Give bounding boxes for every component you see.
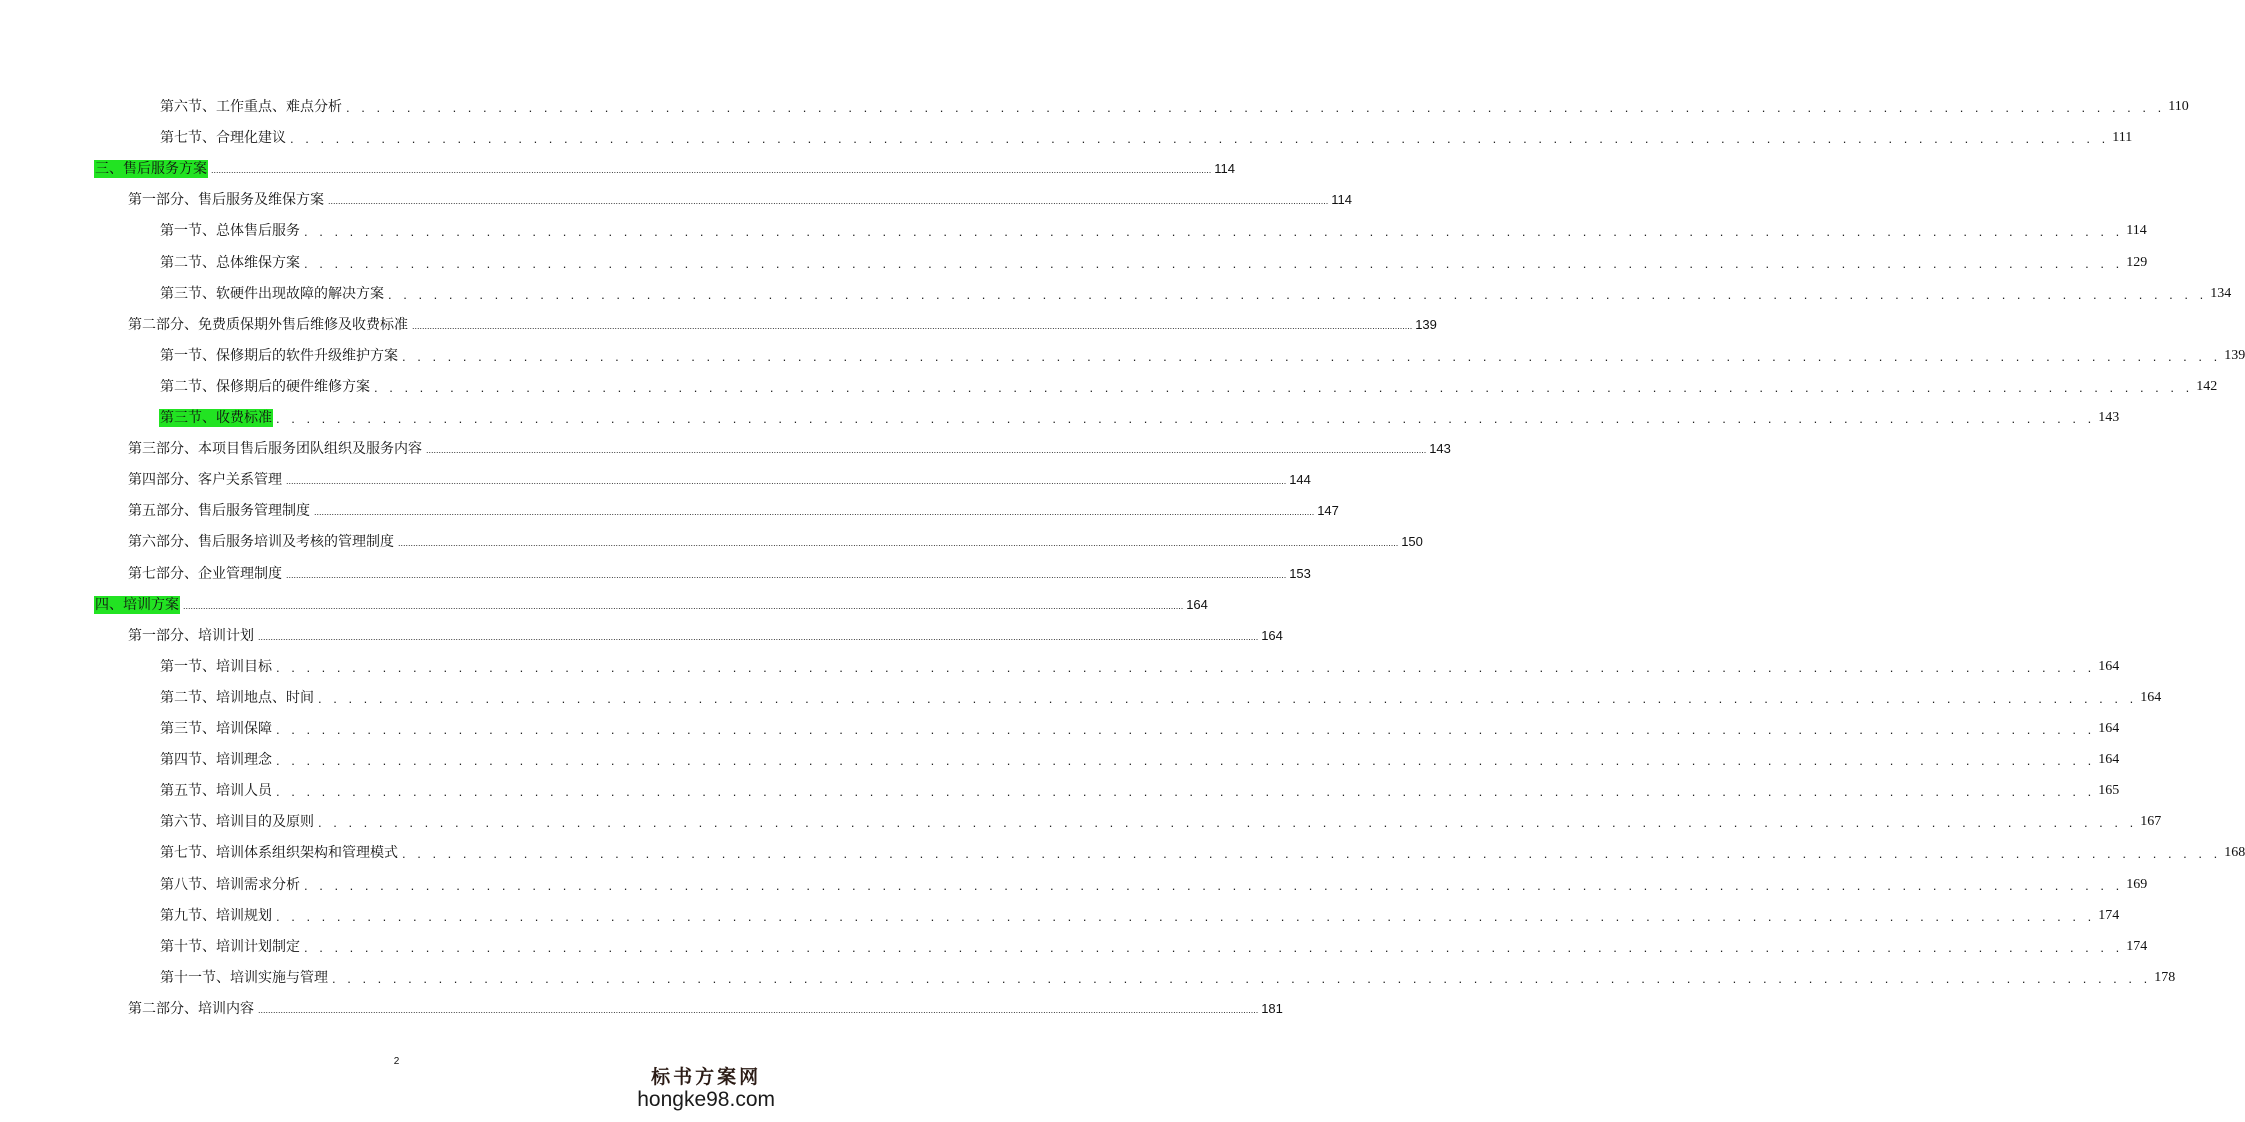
toc-entry-page: 134 (2210, 285, 2232, 301)
toc-dot-leader: . . . . . . . . . . . . . . . . . . . . . . . . . . . . . . . . . . . . . . . . . . . . . . . . . . . . . . . . . . . . . . . . . . . . . . . . . . . . . . . . . . . . . . . . . . . . . . . . . . . . . . . . . . . . . . . . . . . . . . . . (388, 286, 2208, 302)
toc-entry-title: 第一节、总体售后服务 (160, 223, 300, 240)
toc-entry-page: 111 (2112, 130, 2133, 146)
toc-entry[interactable] (159, 403, 2120, 427)
toc-entry-title: 第一节、保修期后的软件升级维护方案 (160, 347, 398, 364)
toc-entry[interactable] (159, 714, 2120, 738)
toc-entry-title: 第七部分、企业管理制度 (128, 565, 282, 582)
toc-entry-page: 114 (2126, 223, 2147, 239)
toc-entry-title: 第五节、培训人员 (160, 783, 272, 800)
toc-entry[interactable] (159, 92, 2189, 116)
toc-entry-page: 129 (2126, 254, 2148, 270)
toc-entry[interactable] (159, 932, 2148, 956)
toc-entry-page: 142 (2196, 378, 2218, 394)
toc-dot-leader: ................................................................................................................................................................................................................................................................................................................................................................................................................ (314, 507, 1315, 518)
toc-entry-title: 第一部分、培训计划 (128, 627, 254, 644)
toc-dot-leader: ................................................................................................................................................................................................................................................................................................................................................................................................................ (328, 196, 1329, 207)
toc-entry-title: 第十一节、培训实施与管理 (160, 969, 328, 986)
toc-entry-title: 第三节、培训保障 (160, 721, 272, 737)
toc-entry-title: 三、售后服务方案 (95, 161, 207, 178)
toc-entry[interactable] (127, 185, 1352, 209)
toc-dot-leader: . . . . . . . . . . . . . . . . . . . . . . . . . . . . . . . . . . . . . . . . . . . . . . . . . . . . . . . . . . . . . . . . . . . . . . . . . . . . . . . . . . . . . . . . . . . . . . . . . . . . . . . . . . . . . . . . . . . . . . . . (332, 970, 2152, 986)
toc-entry[interactable] (159, 838, 2245, 862)
toc-entry-title: 第二节、培训地点、时间 (160, 689, 314, 706)
toc-entry-title: 第一部分、售后服务及维保方案 (128, 192, 324, 209)
toc-dot-leader: ................................................................................................................................................................................................................................................................................................................................................................................................................ (426, 445, 1427, 456)
toc-entry-title: 第六节、培训目的及原则 (160, 814, 314, 831)
toc-entry[interactable] (159, 248, 2148, 272)
toc-entry[interactable] (94, 154, 1235, 178)
toc-entry-title: 四、培训方案 (95, 596, 179, 613)
toc-entry[interactable] (159, 683, 2162, 707)
toc-entry[interactable] (159, 807, 2162, 831)
toc-entry[interactable] (127, 559, 1311, 583)
toc-dot-leader: . . . . . . . . . . . . . . . . . . . . . . . . . . . . . . . . . . . . . . . . . . . . . . . . . . . . . . . . . . . . . . . . . . . . . . . . . . . . . . . . . . . . . . . . . . . . . . . . . . . . . . . . . . . . . . . . . . . . . . . . (304, 224, 2124, 240)
toc-dot-leader: . . . . . . . . . . . . . . . . . . . . . . . . . . . . . . . . . . . . . . . . . . . . . . . . . . . . . . . . . . . . . . . . . . . . . . . . . . . . . . . . . . . . . . . . . . . . . . . . . . . . . . . . . . . . . . . . . . . . . . . . (276, 784, 2096, 800)
toc-entry-page: 178 (2154, 969, 2176, 985)
toc-entry-page: 144 (1289, 472, 1311, 488)
toc-entry[interactable] (159, 216, 2147, 240)
toc-dot-leader: ................................................................................................................................................................................................................................................................................................................................................................................................................ (258, 631, 1259, 642)
toc-entry[interactable] (159, 745, 2120, 769)
toc-entry-page: 139 (1415, 316, 1437, 332)
toc-dot-leader: . . . . . . . . . . . . . . . . . . . . . . . . . . . . . . . . . . . . . . . . . . . . . . . . . . . . . . . . . . . . . . . . . . . . . . . . . . . . . . . . . . . . . . . . . . . . . . . . . . . . . . . . . . . . . . . . . . . . . . . . (318, 815, 2138, 831)
toc-dot-leader: . . . . . . . . . . . . . . . . . . . . . . . . . . . . . . . . . . . . . . . . . . . . . . . . . . . . . . . . . . . . . . . . . . . . . . . . . . . . . . . . . . . . . . . . . . . . . . . . . . . . . . . . . . . . . . . . . . . . . . . . (304, 877, 2124, 893)
watermark-url: hongke98.com (637, 1088, 775, 1111)
toc-entry-title: 第六节、工作重点、难点分析 (160, 99, 342, 115)
watermark-name: 标书方案网 (651, 1066, 762, 1088)
toc-entry-page: 164 (1261, 627, 1283, 643)
toc-entry-title: 第一节、培训目标 (160, 658, 272, 675)
page-number: 2 (393, 1056, 400, 1067)
toc-entry-page: 164 (2098, 658, 2120, 674)
toc-entry-title: 第五部分、售后服务管理制度 (128, 503, 310, 520)
toc-dot-leader: . . . . . . . . . . . . . . . . . . . . . . . . . . . . . . . . . . . . . . . . . . . . . . . . . . . . . . . . . . . . . . . . . . . . . . . . . . . . . . . . . . . . . . . . . . . . . . . . . . . . . . . . . . . . . . . . . . . . . . . . (276, 753, 2096, 769)
toc-entry[interactable] (127, 434, 1451, 458)
toc-dot-leader: . . . . . . . . . . . . . . . . . . . . . . . . . . . . . . . . . . . . . . . . . . . . . . . . . . . . . . . . . . . . . . . . . . . . . . . . . . . . . . . . . . . . . . . . . . . . . . . . . . . . . . . . . . . . . . . . . . . . . . . . (276, 722, 2096, 737)
toc-entry-title: 第二节、总体维保方案 (160, 254, 300, 271)
toc-entry[interactable] (159, 963, 2176, 987)
toc-entry-title: 第四节、培训理念 (160, 752, 272, 769)
toc-entry[interactable] (127, 621, 1283, 645)
toc-entry[interactable] (94, 590, 1208, 614)
toc-dot-leader: ................................................................................................................................................................................................................................................................................................................................................................................................................ (286, 569, 1287, 580)
toc-entry[interactable] (159, 776, 2120, 800)
toc-entry[interactable] (127, 994, 1283, 1018)
toc-dot-leader: ................................................................................................................................................................................................................................................................................................................................................................................................................ (258, 1004, 1259, 1015)
toc-entry-title: 第四部分、客户关系管理 (128, 472, 282, 489)
toc-entry-page: 147 (1317, 503, 1339, 519)
toc-entry[interactable] (159, 870, 2148, 894)
toc-dot-leader: ................................................................................................................................................................................................................................................................................................................................................................................................................ (412, 320, 1413, 331)
toc-entry-title: 第七节、合理化建议 (160, 130, 286, 147)
toc-dot-leader: . . . . . . . . . . . . . . . . . . . . . . . . . . . . . . . . . . . . . . . . . . . . . . . . . . . . . . . . . . . . . . . . . . . . . . . . . . . . . . . . . . . . . . . . . . . . . . . . . . . . . . . . . . . . . . . . . . . . . . . . (276, 908, 2096, 924)
toc-entry-page: 167 (2140, 814, 2162, 830)
toc-entry-title: 第七节、培训体系组织架构和管理模式 (160, 845, 398, 862)
toc-entry[interactable] (159, 652, 2120, 676)
toc-entry-page: 174 (2098, 907, 2120, 923)
toc-entry-page: 169 (2126, 876, 2148, 892)
toc-entry-page: 153 (1289, 565, 1311, 581)
toc-dot-leader: . . . . . . . . . . . . . . . . . . . . . . . . . . . . . . . . . . . . . . . . . . . . . . . . . . . . . . . . . . . . . . . . . . . . . . . . . . . . . . . . . . . . . . . . . . . . . . . . . . . . . . . . . . . . . . . . . . . . . . . . (276, 659, 2096, 675)
toc-entry-page: 174 (2126, 938, 2148, 954)
toc-entry[interactable] (159, 901, 2120, 925)
toc-entry-title: 第二节、保修期后的硬件维修方案 (160, 378, 370, 395)
toc-entry-page: 110 (2168, 99, 2189, 114)
toc-entry-title: 第三节、软硬件出现故障的解决方案 (160, 285, 384, 302)
toc-dot-leader: . . . . . . . . . . . . . . . . . . . . . . . . . . . . . . . . . . . . . . . . . . . . . . . . . . . . . . . . . . . . . . . . . . . . . . . . . . . . . . . . . . . . . . . . . . . . . . . . . . . . . . . . . . . . . . . . . . . . . . . . (402, 846, 2222, 862)
toc-dot-leader: . . . . . . . . . . . . . . . . . . . . . . . . . . . . . . . . . . . . . . . . . . . . . . . . . . . . . . . . . . . . . . . . . . . . . . . . . . . . . . . . . . . . . . . . . . . . . . . . . . . . . . . . . . . . . . . . . . . . . . . . (290, 131, 2110, 147)
toc-entry-title: 第三部分、本项目售后服务团队组织及服务内容 (128, 441, 422, 458)
toc-dot-leader: ................................................................................................................................................................................................................................................................................................................................................................................................................ (398, 538, 1399, 549)
toc-dot-leader: . . . . . . . . . . . . . . . . . . . . . . . . . . . . . . . . . . . . . . . . . . . . . . . . . . . . . . . . . . . . . . . . . . . . . . . . . . . . . . . . . . . . . . . . . . . . . . . . . . . . . . . . . . . . . . . . . . . . . . . . (374, 379, 2194, 395)
toc-entry-page: 143 (1429, 441, 1451, 457)
toc-dot-leader: . . . . . . . . . . . . . . . . . . . . . . . . . . . . . . . . . . . . . . . . . . . . . . . . . . . . . . . . . . . . . . . . . . . . . . . . . . . . . . . . . . . . . . . . . . . . . . . . . . . . . . . . . . . . . . . . . . . . . . . . (276, 411, 2096, 426)
toc-entry-page: 164 (2098, 752, 2120, 768)
toc-dot-leader: ................................................................................................................................................................................................................................................................................................................................................................................................................ (286, 476, 1287, 487)
toc-entry-page: 164 (2098, 721, 2120, 736)
toc-dot-leader: . . . . . . . . . . . . . . . . . . . . . . . . . . . . . . . . . . . . . . . . . . . . . . . . . . . . . . . . . . . . . . . . . . . . . . . . . . . . . . . . . . . . . . . . . . . . . . . . . . . . . . . . . . . . . . . . . . . . . . . . (402, 348, 2222, 364)
toc-entry-title: 第二部分、培训内容 (128, 1000, 254, 1017)
toc-entry[interactable] (159, 372, 2218, 396)
toc-dot-leader: ................................................................................................................................................................................................................................................................................................................................................................................................................ (183, 600, 1184, 611)
toc-entry-page: 165 (2098, 783, 2120, 799)
toc-entry-title: 第八节、培训需求分析 (160, 876, 300, 893)
toc-entry-page: 114 (1214, 161, 1235, 177)
toc-entry-page: 164 (1186, 596, 1208, 612)
toc-entry-page: 164 (2140, 689, 2162, 705)
toc-entry-page: 139 (2224, 347, 2245, 363)
toc-entry[interactable] (127, 496, 1339, 520)
toc-dot-leader: . . . . . . . . . . . . . . . . . . . . . . . . . . . . . . . . . . . . . . . . . . . . . . . . . . . . . . . . . . . . . . . . . . . . . . . . . . . . . . . . . . . . . . . . . . . . . . . . . . . . . . . . . . . . . . . . . . . . . . . . (318, 690, 2138, 706)
toc-entry-page: 114 (1331, 192, 1352, 208)
toc-entry[interactable] (127, 465, 1311, 489)
toc-dot-leader: ................................................................................................................................................................................................................................................................................................................................................................................................................ (211, 165, 1212, 176)
toc-entry[interactable] (127, 310, 1437, 334)
toc-entry-page: 181 (1261, 1000, 1283, 1016)
toc-entry-title: 第九节、培训规划 (160, 907, 272, 924)
toc-entry[interactable] (159, 123, 2133, 147)
toc-entry-title: 第二部分、免费质保期外售后维修及收费标准 (128, 316, 408, 333)
toc-entry[interactable] (159, 279, 2232, 303)
toc-entry-page: 150 (1401, 534, 1423, 550)
toc-entry-title: 第六部分、售后服务培训及考核的管理制度 (128, 534, 394, 551)
watermark-logo (637, 1068, 775, 1110)
toc-dot-leader: . . . . . . . . . . . . . . . . . . . . . . . . . . . . . . . . . . . . . . . . . . . . . . . . . . . . . . . . . . . . . . . . . . . . . . . . . . . . . . . . . . . . . . . . . . . . . . . . . . . . . . . . . . . . . . . . . . . . . . . . (304, 939, 2124, 955)
toc-dot-leader: . . . . . . . . . . . . . . . . . . . . . . . . . . . . . . . . . . . . . . . . . . . . . . . . . . . . . . . . . . . . . . . . . . . . . . . . . . . . . . . . . . . . . . . . . . . . . . . . . . . . . . . . . . . . . . . . . . . . . . . . (304, 255, 2124, 271)
toc-entry[interactable] (159, 341, 2245, 365)
toc-entry-title: 第三节、收费标准 (160, 410, 272, 426)
toc-entry-page: 143 (2098, 410, 2120, 425)
toc-entry[interactable] (127, 527, 1423, 551)
toc-dot-leader: . . . . . . . . . . . . . . . . . . . . . . . . . . . . . . . . . . . . . . . . . . . . . . . . . . . . . . . . . . . . . . . . . . . . . . . . . . . . . . . . . . . . . . . . . . . . . . . . . . . . . . . . . . . . . . . . . . . . . . . . (346, 100, 2166, 115)
toc-entry-page: 168 (2224, 845, 2245, 861)
toc-entry-title: 第十节、培训计划制定 (160, 938, 300, 955)
